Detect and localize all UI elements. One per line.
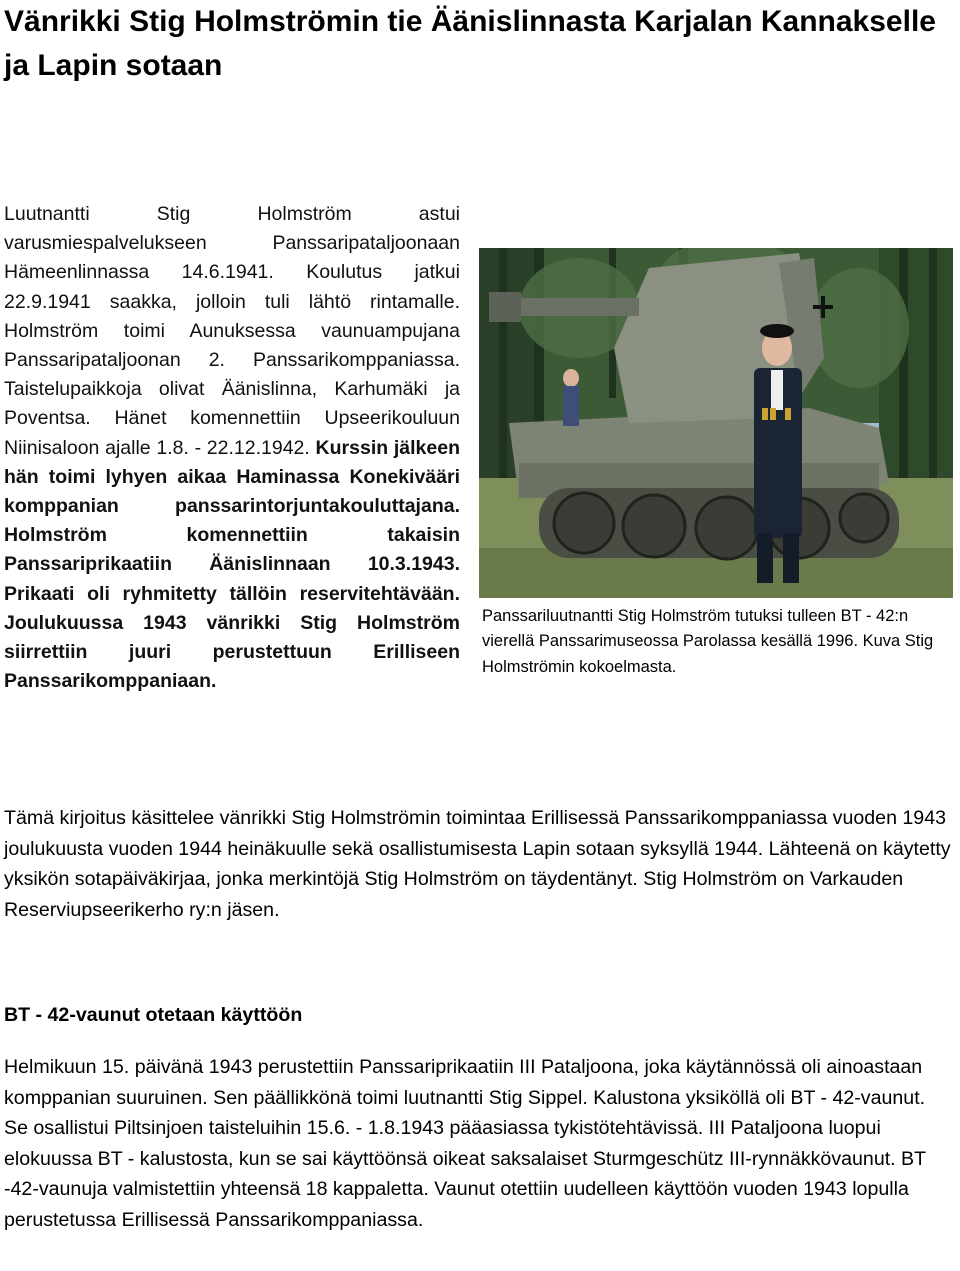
tank-photo [479, 248, 953, 598]
photo-caption: Panssariluutnantti Stig Holmström tutuksi tulleen BT - 42:n vierellä Panssarimuseossa Parolassa kesällä 1996. Kuva Stig Holmströmin kokoelmasta. [482, 607, 934, 676]
paragraph-1: Tämä kirjoitus käsittelee vänrikki Stig Holmströmin toimintaa Erillisessä Panssarikomppaniassa vuoden 1943 joulukuusta vuoden 1944 heinäkuulle sekä osallistumisesta Lapin sotaan syksyllä 1944. Lähteenä on käytetty yksikön sotapäiväkirjaa, jonka merkintöjä Stig Holmström on täydentänyt. Stig Holmström on Varkauden Reserviupseerikerho ry:n jäsen. [4, 807, 951, 921]
section-heading: BT - 42-vaunut otetaan käyttöön [4, 1004, 303, 1026]
paragraph-2: Helmikuun 15. päivänä 1943 perustettiin Panssariprikaatiin III Pataljoona, joka käytännössä oli ainoastaan komppanian suuruinen. Sen päällikkönä toimi luutnantti Stig Sippel. Kalustona yksiköllä oli BT - 42-vaunut. Se osallistui Piltsinjoen taisteluihin 15.6. - 1.8.1943 pääasiassa tykistötehtävissä. III Pataljoona luopui elokuussa BT - kalustosta, kun se sai käyttöönsä oikeat saksalaiset Sturmgeschütz III-rynnäkkövaunut. BT -42-vaunuja valmistettiin yhteensä 18 kappaletta. Vaunut otettiin uudelleen käyttöön vuoden 1943 lopulla perustetussa Erillisessä Panssarikomppaniassa. [4, 1056, 926, 1231]
article-title: Vänrikki Stig Holmströmin tie Äänislinnasta Karjalan Kannakselle ja Lapin sotaan [4, 5, 936, 82]
intro-bold-text: Kurssin jälkeen hän toimi lyhyen aikaa Haminassa Konekivääri komppanian panssarintorjuntakouluttajana. Holmström komennettiin takaisin Panssariprikaatiin Äänislinnaan 10.3.1943. Prikaati oli ryhmitetty tällöin reservitehtävään. Joulukuussa 1943 vänrikki Stig Holmström siirrettiin juuri perustettuun Erilliseen Panssarikomppaniaan. [4, 436, 460, 693]
intro-normal-text: Luutnantti Stig Holmström astui varusmiespalvelukseen Panssaripataljoonaan Hämeenlinnassa 14.6.1941. Koulutus jatkui 22.9.1941 saakka, jolloin tuli lähtö rintamalle. Holmström toimi Aunuksessa vaunuampujana Panssaripataljoonan 2. Panssarikomppaniassa. Taistelupaikkoja olivat Äänislinna, Karhumäki ja Poventsa. Hänet komennettiin Upseerikouluun Niinisaloon ajalle 1.8. - 22.12.1942. [4, 203, 460, 459]
intro-paragraph [4, 200, 460, 696]
